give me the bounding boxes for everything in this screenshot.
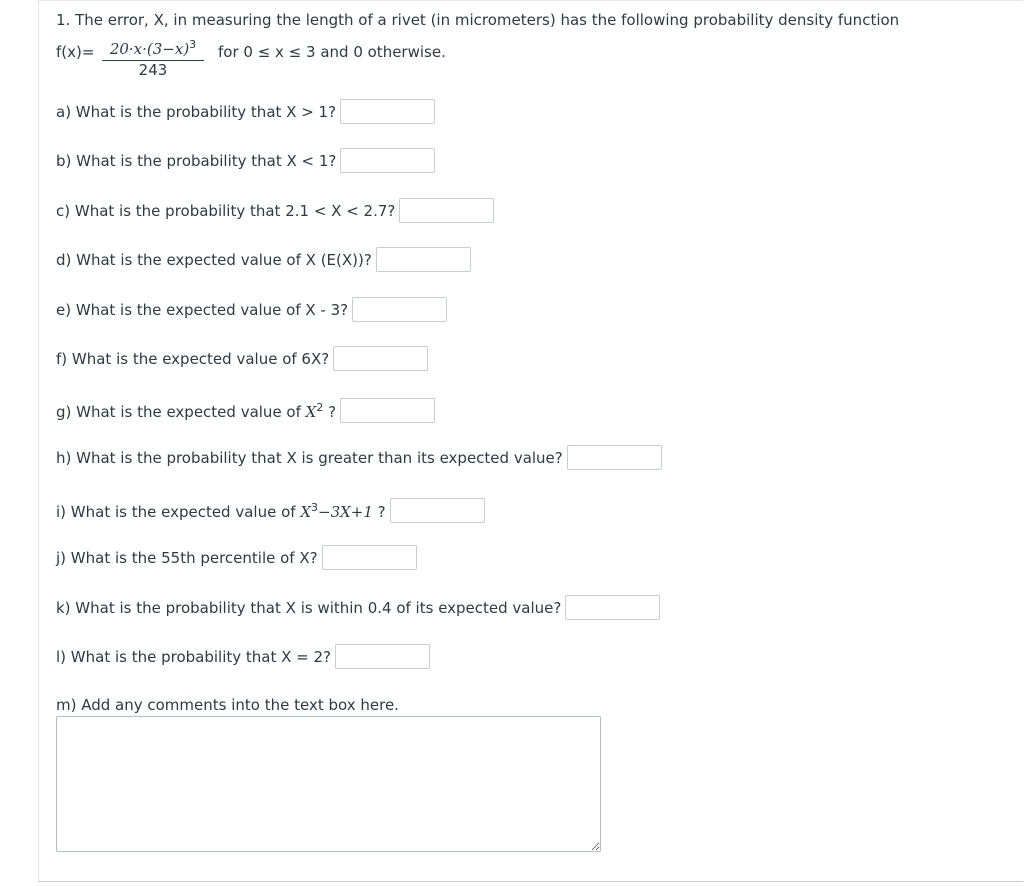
part-i-text-before: i) What is the expected value of [56, 503, 301, 521]
part-k [56, 594, 660, 620]
part-j [56, 544, 417, 570]
part-g-math-exp: 2 [316, 401, 324, 414]
part-k-input[interactable] [565, 595, 660, 620]
part-h-label: h) What is the probability that X is greater than its expected value? [56, 448, 563, 467]
part-g-math-base: X [305, 403, 317, 421]
part-g-input[interactable] [340, 398, 435, 423]
part-a-input[interactable] [340, 99, 435, 124]
part-g-text-before: g) What is the expected value of [56, 403, 306, 421]
part-a-label: a) What is the probability that X > 1? [56, 102, 337, 121]
part-d-input[interactable] [376, 247, 471, 272]
part-i-math-base: X [300, 503, 311, 521]
part-f-label: f) What is the expected value of 6X? [56, 349, 330, 368]
part-g [56, 395, 435, 421]
part-c-label: c) What is the probability that 2.1 < X < 2.7? [56, 201, 396, 220]
formula-fraction [102, 35, 204, 80]
part-e-input[interactable] [352, 297, 447, 322]
part-i-label [56, 495, 386, 525]
part-h [56, 444, 662, 470]
part-d [56, 246, 471, 272]
part-b-input[interactable] [340, 148, 435, 173]
part-a [56, 98, 435, 124]
part-i [56, 495, 485, 521]
formula-denominator: 243 [138, 61, 168, 79]
part-i-input[interactable] [390, 498, 485, 523]
formula-numerator-exponent: 3 [189, 38, 197, 51]
part-l-label: l) What is the probability that X = 2? [56, 647, 332, 666]
part-g-text-after: ? [323, 403, 337, 421]
formula-label: f(x)= [56, 43, 95, 61]
part-b [56, 147, 435, 173]
part-f-input[interactable] [333, 346, 428, 371]
part-k-label: k) What is the probability that X is within 0.4 of its expected value? [56, 598, 562, 617]
part-e-label: e) What is the expected value of X - 3? [56, 300, 349, 319]
formula-numerator-text: 20·x·(3−x) [109, 40, 190, 58]
part-j-input[interactable] [322, 545, 417, 570]
part-f [56, 345, 428, 371]
formula-numerator [102, 35, 204, 61]
part-b-label: b) What is the probability that X < 1? [56, 151, 337, 170]
part-l [56, 643, 430, 669]
part-i-math-exp: 3 [311, 501, 318, 514]
part-m [56, 691, 399, 717]
part-i-math-rest: −3X+1 [318, 503, 373, 521]
part-e [56, 296, 447, 322]
part-m-label: m) Add any comments into the text box here. [56, 695, 399, 714]
part-d-label: d) What is the expected value of X (E(X))? [56, 250, 372, 269]
part-l-input[interactable] [335, 644, 430, 669]
part-c-input[interactable] [399, 198, 494, 223]
part-j-label: j) What is the 55th percentile of X? [56, 548, 318, 567]
part-h-input[interactable] [567, 445, 662, 470]
comments-textarea[interactable] [56, 716, 601, 852]
part-i-text-after: ? [372, 503, 386, 521]
formula-domain: for 0 ≤ x ≤ 3 and 0 otherwise. [218, 43, 446, 61]
part-g-label [56, 395, 336, 425]
question-intro: 1. The error, X, in measuring the length of a rivet (in micrometers) has the following probability density function [56, 11, 900, 29]
part-c [56, 197, 494, 223]
